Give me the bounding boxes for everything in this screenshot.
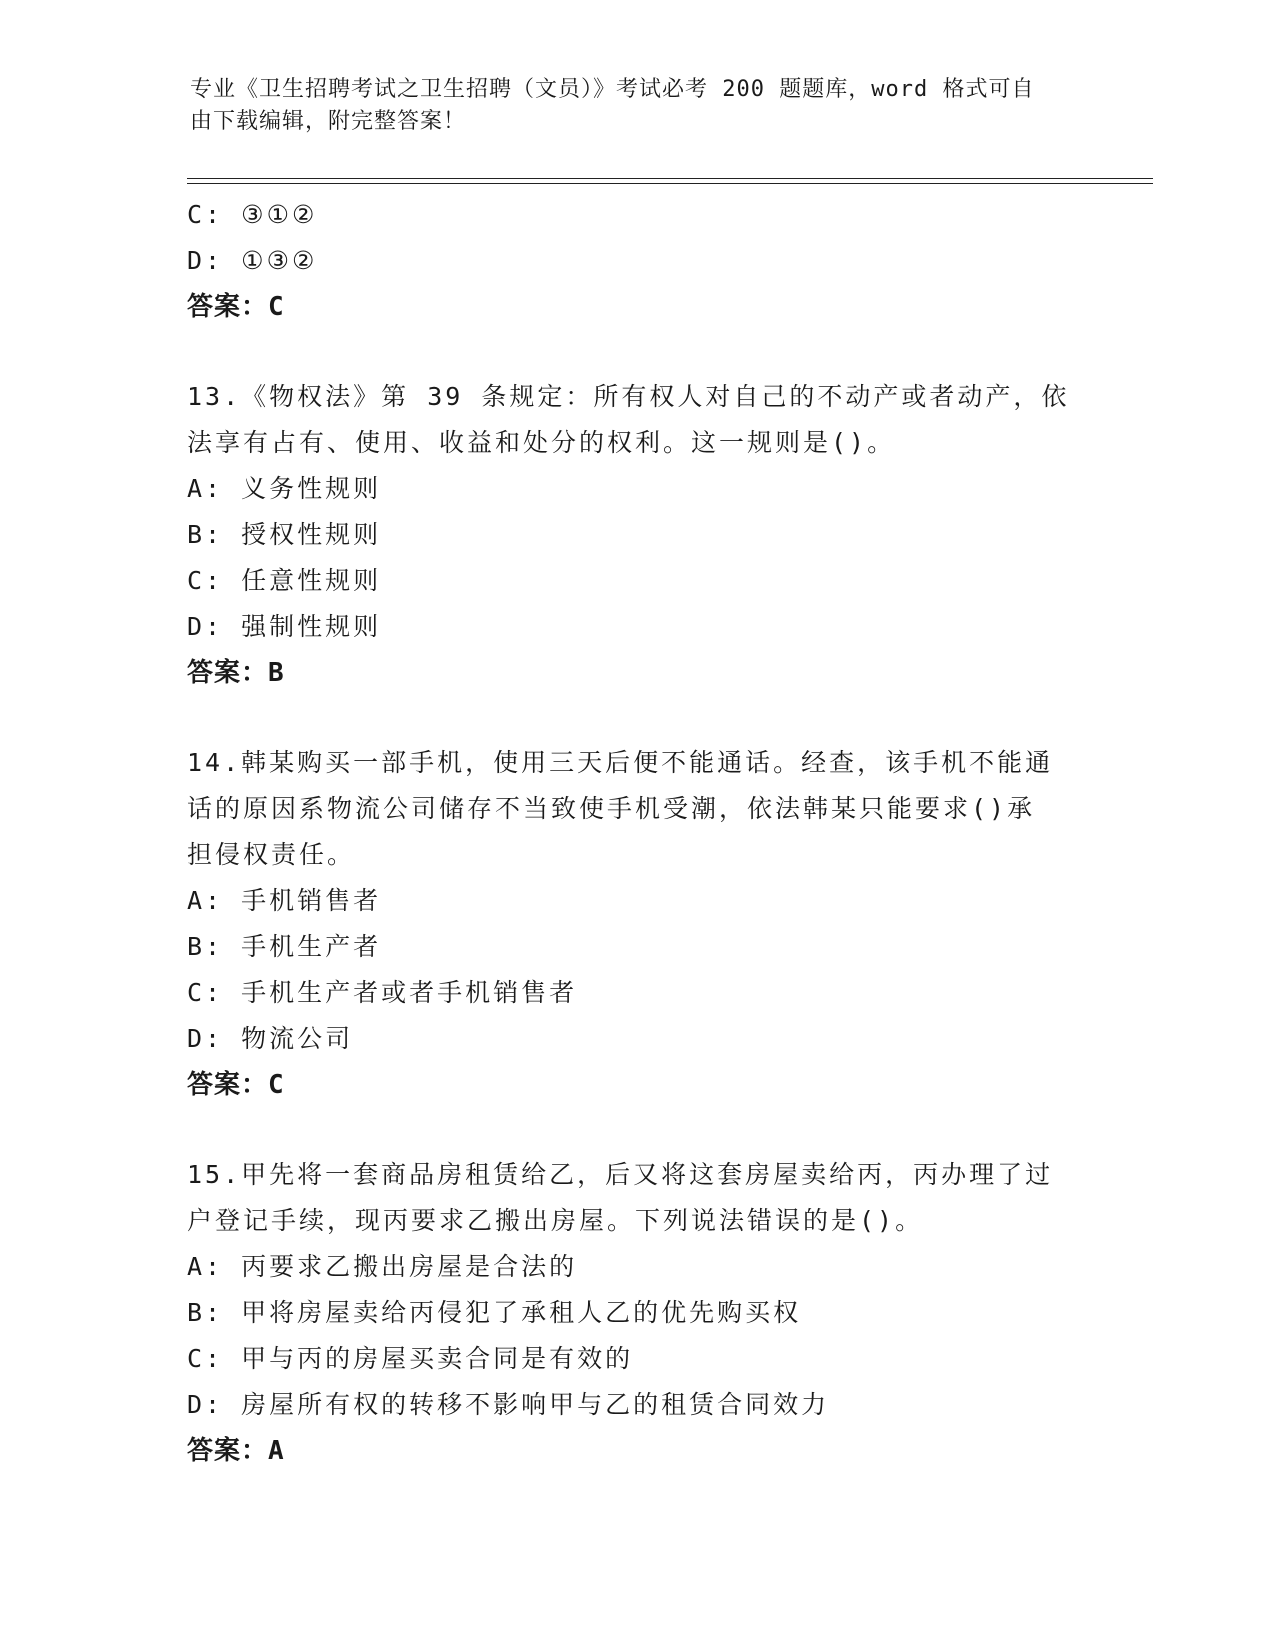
- option-a: A: 丙要求乙搬出房屋是合法的: [187, 1252, 578, 1281]
- question-15: [187, 1152, 1087, 1474]
- question-stem-line: 14.韩某购买一部手机，使用三天后便不能通话。经查，该手机不能通: [187, 748, 1054, 777]
- spacer: [187, 1108, 1087, 1152]
- option-c: C: 手机生产者或者手机销售者: [187, 978, 578, 1007]
- header-rule-top: [187, 178, 1153, 179]
- question-13: [187, 374, 1087, 696]
- option-b: B: 授权性规则: [187, 520, 382, 549]
- option-d: D: 物流公司: [187, 1024, 354, 1053]
- option-d: D: 房屋所有权的转移不影响甲与乙的租赁合同效力: [187, 1390, 830, 1419]
- question-stem-line: 户登记手续，现丙要求乙搬出房屋。下列说法错误的是()。: [187, 1206, 924, 1235]
- header-line-1: 专业《卫生招聘考试之卫生招聘（文员）》考试必考 200 题题库，word 格式可自: [190, 77, 1035, 102]
- answer-line: 答案：B: [187, 658, 285, 688]
- carryover-block: [187, 192, 1087, 330]
- answer-line: 答案：C: [187, 292, 285, 322]
- option-a: A: 义务性规则: [187, 474, 382, 503]
- option-c: C: 甲与丙的房屋买卖合同是有效的: [187, 1344, 634, 1373]
- option-a: A: 手机销售者: [187, 886, 382, 915]
- option-d: D: 强制性规则: [187, 612, 382, 641]
- option-b: B: 手机生产者: [187, 932, 382, 961]
- answer-line: 答案：A: [187, 1436, 285, 1466]
- question-stem-line: 13.《物权法》第 39 条规定：所有权人对自己的不动产或者动产，依: [187, 382, 1070, 411]
- answer-line: 答案：C: [187, 1070, 285, 1100]
- header-rule-bottom: [187, 183, 1153, 184]
- question-14: [187, 740, 1087, 1108]
- option-c: C: 任意性规则: [187, 566, 382, 595]
- question-stem-line: 法享有占有、使用、收益和处分的权利。这一规则是()。: [187, 428, 896, 457]
- spacer: [187, 696, 1087, 740]
- spacer: [187, 330, 1087, 374]
- option-d: D: ①③②: [187, 246, 318, 275]
- page-header: [190, 74, 1070, 138]
- option-c: C: ③①②: [187, 200, 318, 229]
- header-line-2: 由下载编辑，附完整答案！: [190, 109, 467, 134]
- question-stem-line: 话的原因系物流公司储存不当致使手机受潮，依法韩某只能要求()承: [187, 794, 1036, 823]
- question-stem-line: 担侵权责任。: [187, 840, 356, 869]
- question-stem-line: 15.甲先将一套商品房租赁给乙，后又将这套房屋卖给丙，丙办理了过: [187, 1160, 1054, 1189]
- option-b: B: 甲将房屋卖给丙侵犯了承租人乙的优先购买权: [187, 1298, 802, 1327]
- question-content: [187, 192, 1087, 1474]
